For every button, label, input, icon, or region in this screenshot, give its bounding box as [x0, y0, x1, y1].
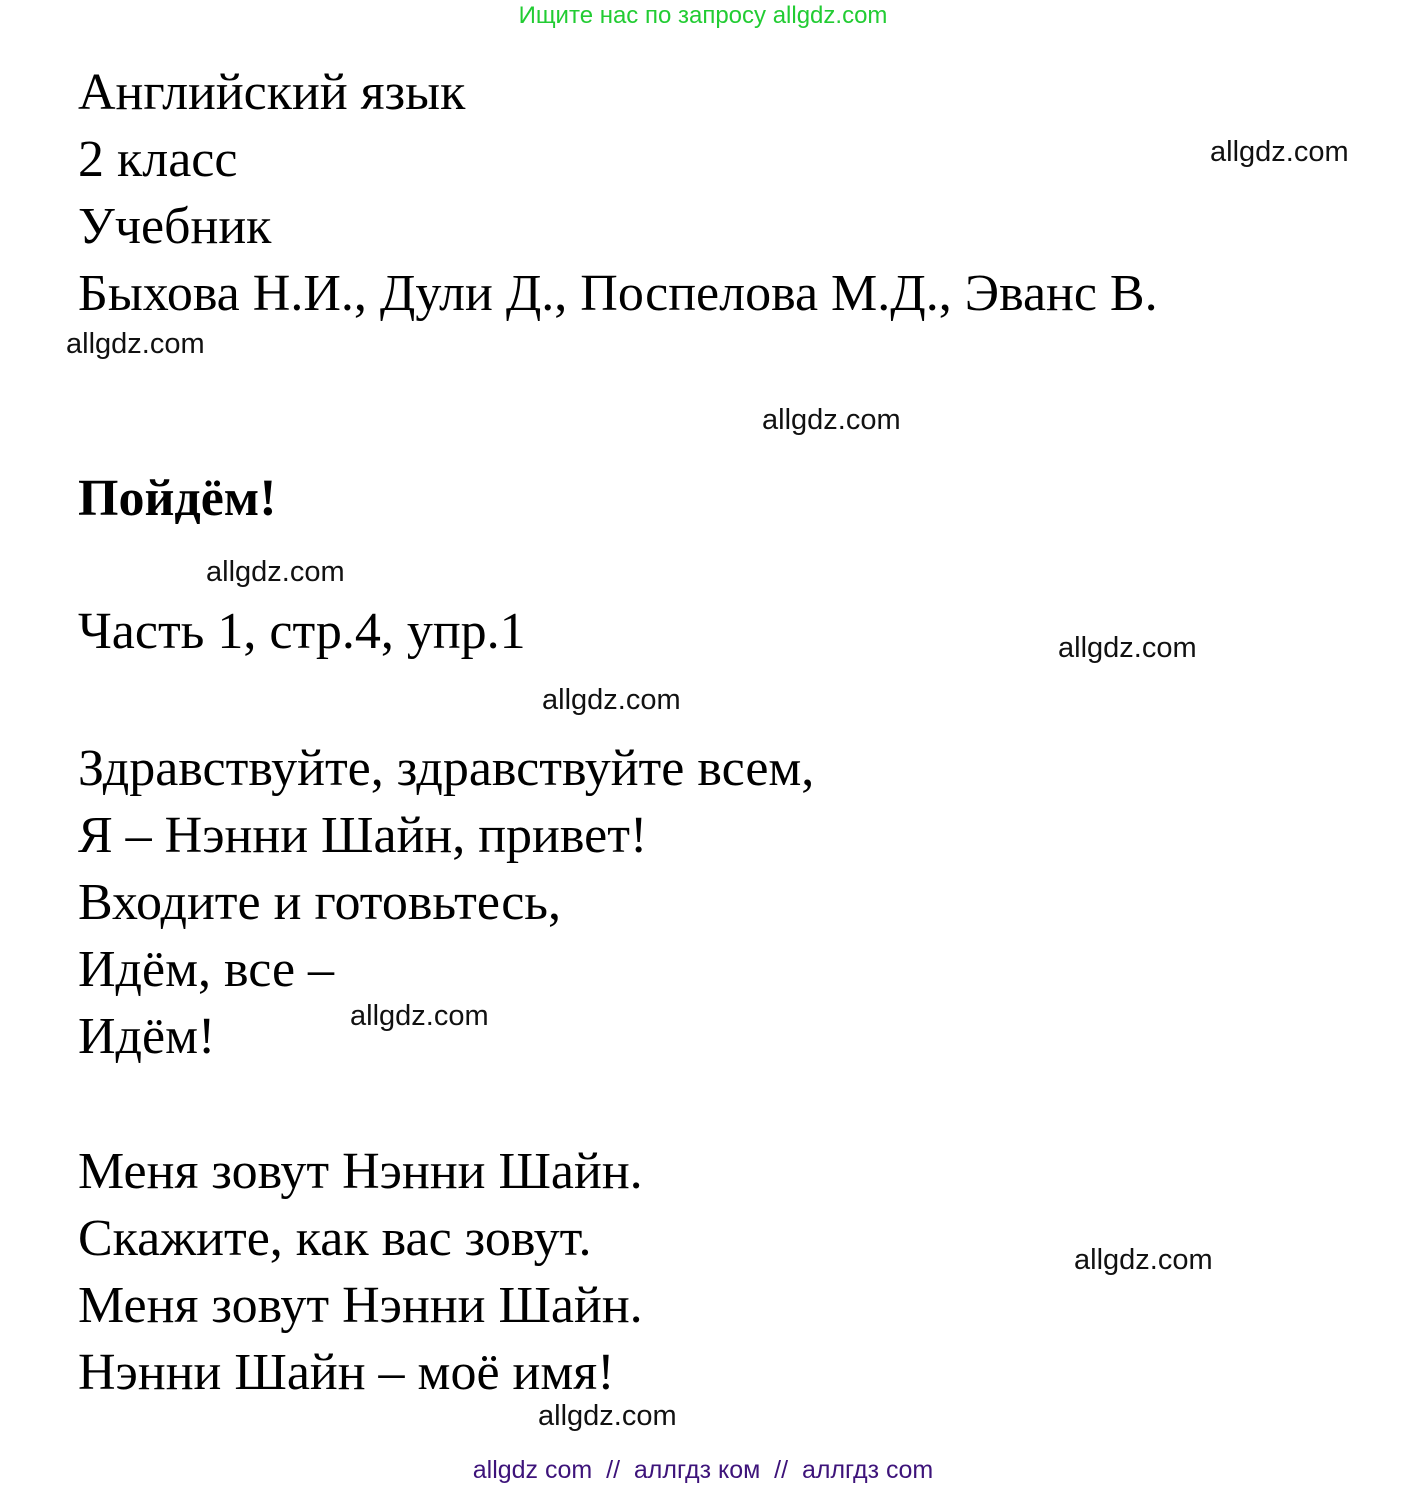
- section-title: Пойдём!: [78, 470, 277, 527]
- poem-line: Меня зовут Нэнни Шайн.: [78, 1143, 643, 1200]
- watermark: allgdz.com: [1210, 136, 1349, 168]
- poem-line: Нэнни Шайн – моё имя!: [78, 1344, 615, 1401]
- poem-line: Я – Нэнни Шайн, привет!: [78, 807, 648, 864]
- footer-links: allgdz com // аллгдз ком // аллгдз com: [472, 1456, 934, 1484]
- poem-line: Здравствуйте, здравствуйте всем,: [78, 740, 815, 797]
- poem-line: Входите и готовьтесь,: [78, 874, 562, 931]
- watermark: allgdz.com: [206, 556, 345, 588]
- watermark: allgdz.com: [762, 404, 901, 436]
- watermark: allgdz.com: [1074, 1244, 1213, 1276]
- poem-line: Идём!: [78, 1008, 216, 1065]
- top-banner: Ищите нас по запросу allgdz.com: [518, 2, 888, 29]
- watermark: allgdz.com: [538, 1400, 677, 1432]
- exercise-ref: Часть 1, стр.4, упр.1: [78, 603, 526, 660]
- poem-line: Идём, все –: [78, 941, 335, 998]
- poem-line: Скажите, как вас зовут.: [78, 1210, 592, 1267]
- subject: Английский язык: [78, 64, 466, 121]
- watermark: allgdz.com: [1058, 632, 1197, 664]
- poem-stanza-2: [78, 1138, 643, 1406]
- poem-line: Меня зовут Нэнни Шайн.: [78, 1277, 643, 1334]
- book-header: [78, 59, 1158, 327]
- watermark: allgdz.com: [542, 684, 681, 716]
- watermark: allgdz.com: [66, 328, 205, 360]
- watermark: allgdz.com: [350, 1000, 489, 1032]
- book-type: Учебник: [78, 198, 272, 255]
- grade: 2 класс: [78, 131, 238, 188]
- authors: Быхова Н.И., Дули Д., Поспелова М.Д., Эванс В.: [78, 265, 1158, 322]
